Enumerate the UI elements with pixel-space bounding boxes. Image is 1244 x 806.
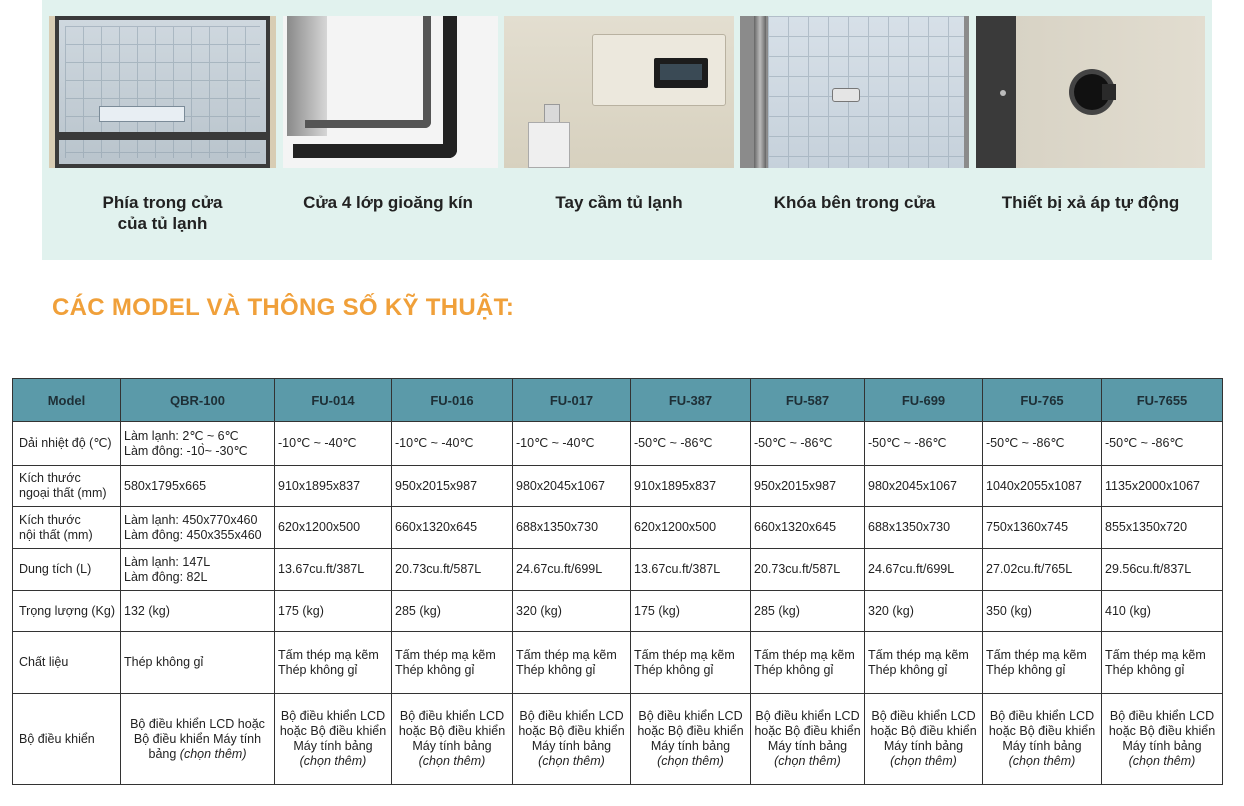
feature-caption: Khóa bên trong cửa	[773, 193, 936, 212]
table-row	[13, 694, 1223, 785]
feature-caption: Thiết bị xả áp tự động	[1001, 193, 1180, 212]
table-cell: 20.73cu.ft/587L	[392, 549, 513, 591]
table-cell: 980x2045x1067	[513, 466, 631, 507]
table-cell: -50℃ ~ -86℃	[865, 422, 983, 466]
column-header: Model	[13, 379, 121, 422]
table-cell: Tấm thép mạ kẽm Thép không gỉ	[751, 632, 865, 694]
row-label: Chất liệu	[13, 632, 121, 694]
row-label: Dung tích (L)	[13, 549, 121, 591]
table-cell: Bộ điều khiển LCD hoặc Bộ điều khiển Máy tính bảng (chọn thêm)	[275, 694, 392, 785]
table-cell: Bộ điều khiển LCD hoặc Bộ điều khiển Máy tính bảng (chọn thêm)	[983, 694, 1102, 785]
column-header: FU-699	[865, 379, 983, 422]
table-cell: 20.73cu.ft/587L	[751, 549, 865, 591]
column-header: FU-7655	[1102, 379, 1223, 422]
table-row	[13, 591, 1223, 632]
column-header: FU-017	[513, 379, 631, 422]
feature-caption: Cửa 4 lớp gioăng kín	[303, 193, 473, 212]
table-cell: Bộ điều khiển LCD hoặc Bộ điều khiển Máy tính bảng (chọn thêm)	[513, 694, 631, 785]
table-cell: 29.56cu.ft/837L	[1102, 549, 1223, 591]
table-cell: -10℃ ~ -40℃	[392, 422, 513, 466]
table-cell: Bộ điều khiển LCD hoặc Bộ điều khiển Máy tính bảng (chọn thêm)	[1102, 694, 1223, 785]
table-cell: Tấm thép mạ kẽm Thép không gỉ	[1102, 632, 1223, 694]
feature-caption: Phía trong cửa của tủ lạnh	[102, 193, 223, 233]
table-row	[13, 549, 1223, 591]
column-header: FU-387	[631, 379, 751, 422]
table-cell: 950x2015x987	[751, 466, 865, 507]
table-cell: 620x1200x500	[275, 507, 392, 549]
column-header: FU-016	[392, 379, 513, 422]
table-cell: 1040x2055x1087	[983, 466, 1102, 507]
table-cell: 980x2045x1067	[865, 466, 983, 507]
fridge-interior-photo	[49, 16, 276, 168]
table-cell: 410 (kg)	[1102, 591, 1223, 632]
table-cell: 175 (kg)	[275, 591, 392, 632]
table-cell: 620x1200x500	[631, 507, 751, 549]
table-cell: Bộ điều khiển LCD hoặc Bộ điều khiển Máy tính bảng (chọn thêm)	[751, 694, 865, 785]
fridge-handle-photo	[504, 16, 734, 168]
table-cell: Bộ điều khiển LCD hoặc Bộ điều khiển Máy tính bảng (chọn thêm)	[121, 694, 275, 785]
table-row	[13, 507, 1223, 549]
table-cell: Bộ điều khiển LCD hoặc Bộ điều khiển Máy tính bảng (chọn thêm)	[865, 694, 983, 785]
table-cell: 175 (kg)	[631, 591, 751, 632]
table-cell: -10℃ ~ -40℃	[513, 422, 631, 466]
row-label: Kích thước ngoại thất (mm)	[13, 466, 121, 507]
table-cell: -50℃ ~ -86℃	[1102, 422, 1223, 466]
table-cell: -50℃ ~ -86℃	[631, 422, 751, 466]
table-cell: Tấm thép mạ kẽm Thép không gỉ	[513, 632, 631, 694]
table-cell: 285 (kg)	[751, 591, 865, 632]
table-cell: 132 (kg)	[121, 591, 275, 632]
section-title: CÁC MODEL VÀ THÔNG SỐ KỸ THUẬT:	[52, 294, 515, 321]
table-cell: Làm lạnh: 147L Làm đông: 82L	[121, 549, 275, 591]
row-label: Kích thước nội thất (mm)	[13, 507, 121, 549]
table-cell: 688x1350x730	[513, 507, 631, 549]
column-header: FU-014	[275, 379, 392, 422]
table-cell: -50℃ ~ -86℃	[751, 422, 865, 466]
row-label: Dải nhiệt độ (℃)	[13, 422, 121, 466]
row-label: Trọng lượng (Kg)	[13, 591, 121, 632]
table-cell: Tấm thép mạ kẽm Thép không gỉ	[631, 632, 751, 694]
table-cell: 320 (kg)	[865, 591, 983, 632]
table-cell: 24.67cu.ft/699L	[513, 549, 631, 591]
table-cell: 27.02cu.ft/765L	[983, 549, 1102, 591]
table-cell: 580x1795x665	[121, 466, 275, 507]
table-cell: Làm lạnh: 2℃ ~ 6℃ Làm đông: -10̀~ -30℃	[121, 422, 275, 466]
table-row	[13, 632, 1223, 694]
row-label: Bộ điều khiển	[13, 694, 121, 785]
table-cell: 750x1360x745	[983, 507, 1102, 549]
table-cell: 688x1350x730	[865, 507, 983, 549]
table-row	[13, 466, 1223, 507]
feature-caption: Tay cầm tủ lạnh	[555, 193, 683, 212]
table-row	[13, 422, 1223, 466]
table-header-row	[13, 379, 1223, 422]
table-cell: Tấm thép mạ kẽm Thép không gỉ	[275, 632, 392, 694]
column-header: FU-587	[751, 379, 865, 422]
table-cell: Bộ điều khiển LCD hoặc Bộ điều khiển Máy tính bảng (chọn thêm)	[631, 694, 751, 785]
pressure-relief-valve-photo	[976, 16, 1205, 168]
table-cell: 855x1350x720	[1102, 507, 1223, 549]
table-cell: 910x1895x837	[275, 466, 392, 507]
table-cell: 660x1320x645	[751, 507, 865, 549]
table-cell: 910x1895x837	[631, 466, 751, 507]
door-gasket-photo	[283, 16, 498, 168]
table-cell: 320 (kg)	[513, 591, 631, 632]
table-cell: 1135x2000x1067	[1102, 466, 1223, 507]
table-cell: Tấm thép mạ kẽm Thép không gỉ	[392, 632, 513, 694]
table-cell: Làm lạnh: 450x770x460 Làm đông: 450x355x460	[121, 507, 275, 549]
table-cell: Thép không gỉ	[121, 632, 275, 694]
table-cell: 350 (kg)	[983, 591, 1102, 632]
table-cell: -50℃ ~ -86℃	[983, 422, 1102, 466]
table-cell: 660x1320x645	[392, 507, 513, 549]
inner-door-lock-photo	[740, 16, 969, 168]
table-cell: Bộ điều khiển LCD hoặc Bộ điều khiển Máy tính bảng (chọn thêm)	[392, 694, 513, 785]
table-cell: 285 (kg)	[392, 591, 513, 632]
table-cell: 950x2015x987	[392, 466, 513, 507]
table-cell: 13.67cu.ft/387L	[631, 549, 751, 591]
column-header: FU-765	[983, 379, 1102, 422]
table-cell: -10℃ ~ -40℃	[275, 422, 392, 466]
table-cell: Tấm thép mạ kẽm Thép không gỉ	[865, 632, 983, 694]
column-header: QBR-100	[121, 379, 275, 422]
feature-band	[42, 0, 1212, 260]
spec-table	[12, 378, 1223, 785]
table-cell: 13.67cu.ft/387L	[275, 549, 392, 591]
table-cell: Tấm thép mạ kẽm Thép không gỉ	[983, 632, 1102, 694]
table-cell: 24.67cu.ft/699L	[865, 549, 983, 591]
